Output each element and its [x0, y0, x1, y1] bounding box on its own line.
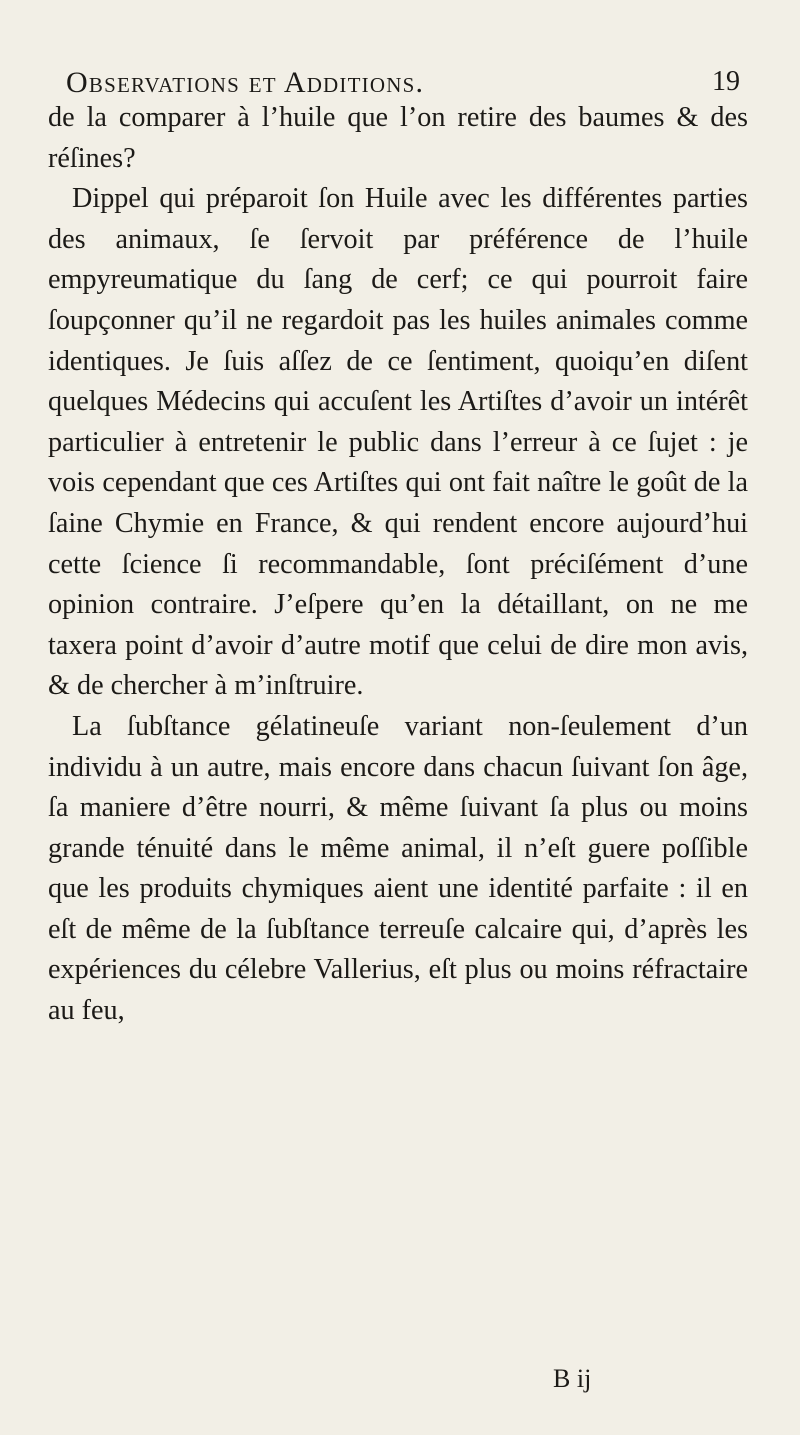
page-header — [48, 58, 748, 99]
signature-mark: B ij — [553, 1364, 592, 1393]
body-text — [48, 98, 748, 1032]
running-title: Observations et Additions. — [66, 66, 425, 99]
paragraph-gelatinous-substance: La ſubſtance gélatineuſe variant non-ſeulement d’un individu à un autre, mais encore dans chacun ſuivant ſon âge, ſa maniere d’être nourri, & même ſuivant ſa plus ou moins grande ténuité dans le même animal, il n’eſt guere poſſible que les produits chymiques aient une identité parfaite : il en eſt de même de la ſubſtance terreuſe calcaire qui, d’après les expériences du célebre Vallerius, eſt plus ou moins réfractaire au feu, — [48, 710, 748, 1027]
page-number: 19 — [712, 66, 740, 97]
paragraph-continuation: de la comparer à l’huile que l’on retire des baumes & des réſines? — [48, 102, 748, 174]
paragraph-dippel: Dippel qui préparoit ſon Huile avec les différentes parties des animaux, ſe ſervoit par préférence de l’huile empyreumatique du ſang de cerf; ce qui pourroit faire ſoupçonner qu’il ne regardoit pas les huiles animales comme identiques. Je ſuis aſſez de ce ſentiment, quoiqu’en diſent quelques Médecins qui accuſent les Artiſtes d’avoir un intérêt particulier à entretenir le public dans l’erreur à ce ſujet : je vois cependant que ces Artiſtes qui ont fait naître le goût de la ſaine Chymie en France, & qui rendent encore aujourd’hui cette ſcience ſi recommandable, ſont préciſément d’une opinion contraire. J’eſpere qu’en la détaillant, on ne me taxera point d’avoir d’autre motif que celui de dire mon avis, & de chercher à m’inſtruire. — [48, 183, 748, 702]
